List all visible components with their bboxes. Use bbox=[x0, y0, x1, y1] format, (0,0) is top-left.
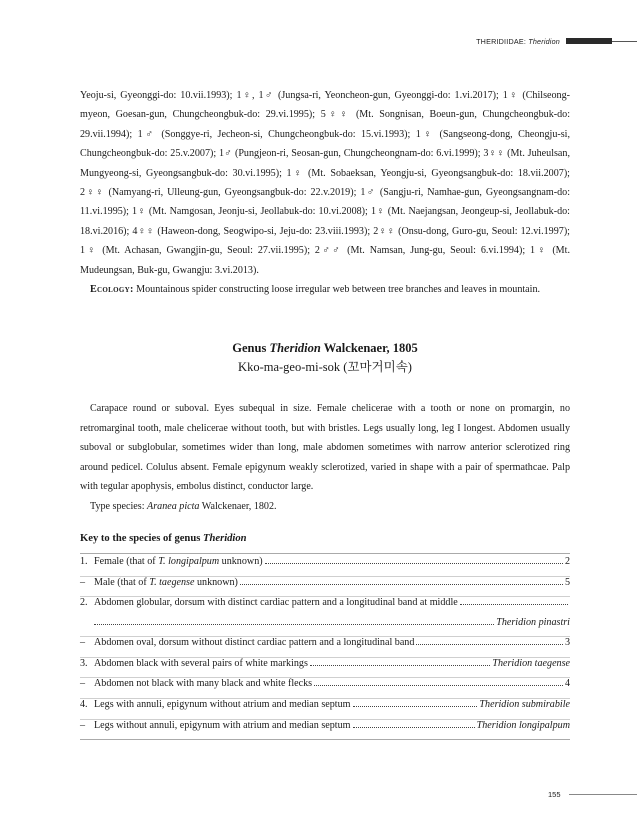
key-row-label: 3. bbox=[80, 657, 88, 669]
page-footer bbox=[548, 790, 637, 799]
key-row-text bbox=[94, 556, 263, 567]
key-row-continuation bbox=[80, 617, 570, 637]
key-row bbox=[80, 576, 570, 597]
key-row-text: Abdomen black with several pairs of white markings bbox=[94, 657, 308, 669]
type-species bbox=[80, 497, 570, 516]
key-row bbox=[80, 636, 570, 657]
key-row bbox=[80, 556, 570, 576]
key-row-text-part: unknown) bbox=[194, 576, 238, 588]
genus-korean-name: Kko-ma-geo-mi-sok (꼬마거미속) bbox=[238, 360, 412, 375]
running-header bbox=[476, 36, 637, 46]
genus-name: Theridion bbox=[269, 341, 321, 356]
leader-dots bbox=[314, 685, 563, 686]
leader-dots bbox=[94, 624, 494, 625]
key-row-species: T. longipalpum bbox=[158, 555, 220, 567]
type-species-label: Type species: bbox=[90, 500, 148, 512]
key-row-text-part: unknown) bbox=[219, 555, 263, 567]
header-text bbox=[476, 37, 560, 46]
leader-dots bbox=[353, 706, 478, 707]
key-row-label: – bbox=[80, 637, 86, 649]
key-row-result: 3 bbox=[564, 637, 570, 649]
material-records: Yeoju-si, Gyeonggi-do: 10.vii.1993); 1♀, 1♂ (Jungsa-ri, Yeoncheon-gun, Gyeonggi-do: 1.vi.2017); 1♀ (Chilseong-myeon, Goesan-gun, Chungcheongbuk-do: 29.vi.1995); 5♀♀ (Mt. Songnisan, Boeun-gun, Chungcheongbuk-do: 29.vii.1994); 1♂ (Songgye-ri, Jecheon-si, Chungcheongbuk-do: 15.vi.1993); 1♀ (Sangseong-dong, Cheongju-si, Chungcheongbuk-do: 25.v.2007); 1♂ (Pungjeon-ri, Seosan-gun, Chungcheongnam-do: 6.vi.1999); 3♀♀ (Mt. Juheulsan, Mungyeong-si, Gyeongsangbuk-do: 30.vi.1995); 1♀ (Mt. Sobaeksan, Yeongju-si, Gyeongsangbuk-do: 18.vii.2007); 2♀♀ (Namyang-ri, Ulleung-gun, Gyeongsangbuk-do: 22.v.2019); 1♂ (Sangju-ri, Namhae-gun, Gyeongsangnam-do: 11.vi.1995); 1♀ (Mt. Namgosan, Jeonju-si, Jeollabuk-do: 10.vi.2008); 1♀ (Mt. Naejangsan, Jeongeup-si, Jeollabuk-do: 18.vi.2016); 4♀♀ (Haweon-dong, Seogwipo-si, Jeju-do: 23.viii.1993); 2♀♀ (Onsu-dong, Guro-gu, Seoul: 12.vi.1997); 1♀ (Mt. Achasan, Gwangjin-gu, Seoul: 27.vii.1995); 2♂♂ (Mt. Namsan, Jung-gu, Seoul: 6.vi.1994); 1♀ (Mt. Mudeungsan, Buk-gu, Gwangju: 3.vi.2013). bbox=[80, 90, 570, 276]
key-row bbox=[80, 677, 570, 698]
type-species-author: Walckenaer, 1802. bbox=[199, 500, 277, 512]
type-species-name: Aranea picta bbox=[147, 500, 200, 512]
genus-prefix: Genus bbox=[232, 341, 270, 356]
key-row-text-part: Female (that of bbox=[94, 555, 159, 567]
key-row-text: Abdomen oval, dorsum without distinct cardiac pattern and a longitudinal band bbox=[94, 637, 415, 649]
key-row-label: – bbox=[80, 719, 86, 731]
key-row-result: Theridion longipalpum bbox=[476, 719, 570, 731]
genus-author: Walckenaer, 1805 bbox=[320, 341, 418, 356]
key-row bbox=[80, 719, 570, 740]
header-genus: Theridion bbox=[528, 36, 560, 46]
genus-heading bbox=[80, 339, 570, 357]
footer-line bbox=[569, 794, 637, 795]
key-row-label: 1. bbox=[80, 555, 88, 567]
page-number: 155 bbox=[548, 790, 561, 799]
key-bottom-rule bbox=[80, 739, 570, 740]
key-row-result: 4 bbox=[564, 678, 570, 690]
leader-dots bbox=[310, 665, 490, 666]
key-title bbox=[80, 533, 570, 544]
key-top-rule bbox=[80, 553, 570, 554]
key-row-text-part: Male (that of bbox=[94, 576, 150, 588]
key-row-species: T. taegense bbox=[149, 576, 195, 588]
key-row-text: Legs without annuli, epigynum with atrium and median septum bbox=[94, 719, 351, 731]
key-row-result: Theridion taegense bbox=[492, 657, 570, 669]
key-row bbox=[80, 596, 570, 617]
leader-dots bbox=[416, 644, 563, 645]
key-row-label: – bbox=[80, 678, 86, 690]
key-row-text bbox=[94, 577, 238, 588]
key-row-text: Abdomen not black with many black and white flecks bbox=[94, 678, 313, 690]
key-row bbox=[80, 657, 570, 678]
key-row-label: 4. bbox=[80, 699, 88, 711]
ecology-label: Ecology: bbox=[90, 284, 134, 296]
leader-dots bbox=[240, 584, 563, 585]
key-row-result: 2 bbox=[564, 555, 570, 567]
header-line bbox=[612, 41, 637, 42]
key-row-label: 2. bbox=[80, 597, 88, 609]
header-family: THERIDIIDAE: bbox=[476, 36, 527, 46]
key-row-text: Abdomen globular, dorsum with distinct cardiac pattern and a longitudinal band at middle bbox=[94, 597, 458, 609]
key-title-genus: Theridion bbox=[203, 532, 247, 544]
key-row bbox=[80, 698, 570, 719]
leader-dots bbox=[460, 604, 568, 605]
leader-dots bbox=[353, 727, 475, 728]
key-row-result: 5 bbox=[564, 576, 570, 588]
key-row-result: Theridion submirabile bbox=[479, 699, 570, 711]
key-row-label: – bbox=[80, 576, 86, 588]
leader-dots bbox=[265, 563, 563, 564]
key-row-result: Theridion pinastri bbox=[496, 616, 570, 628]
ecology-paragraph bbox=[80, 280, 570, 299]
header-bar bbox=[566, 38, 612, 44]
ecology-text: Mountainous spider constructing loose irregular web between tree branches and leaves in mountain. bbox=[133, 284, 541, 296]
key-row-text: Legs with annuli, epigynum without atrium and median septum bbox=[94, 699, 351, 711]
genus-description: Carapace round or suboval. Eyes subequal in size. Female chelicerae with a tooth or none on promargin, no retromarginal tooth, male chelicerae without tooth, but with bristles. Legs usually long, leg I longest. Abdomen usually suboval or subglobular, sometimes wider than long, male abdomen sometimes with narrow anterior sclerotized ring around pedicel. Colulus absent. Female epigynum weakly sclerotized, varied in shape with a pair of spermathcae. Palp with tegular apophysis, embolus distinct, conductor large. bbox=[80, 403, 570, 493]
page-content bbox=[80, 86, 570, 742]
key-title-prefix: Key to the species of genus bbox=[80, 532, 203, 544]
